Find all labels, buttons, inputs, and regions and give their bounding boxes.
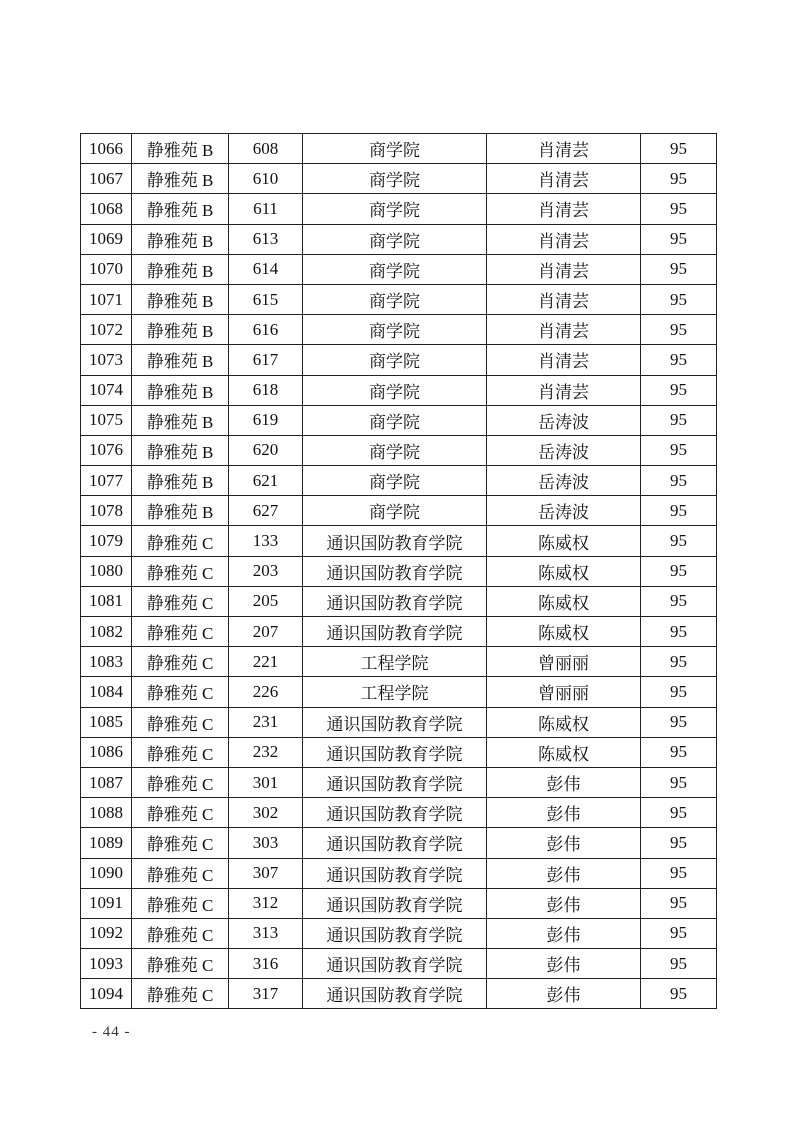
cell-score: 95 (641, 888, 717, 918)
cell-serial-number: 1068 (81, 194, 132, 224)
table-row (81, 134, 717, 164)
cell-score: 95 (641, 858, 717, 888)
cell-room-number: 317 (229, 979, 303, 1009)
cell-score: 95 (641, 798, 717, 828)
table-row (81, 194, 717, 224)
cell-college: 商学院 (303, 315, 487, 345)
cell-room-number: 221 (229, 647, 303, 677)
cell-score: 95 (641, 979, 717, 1009)
cell-counselor: 陈威权 (487, 526, 641, 556)
cell-college: 商学院 (303, 164, 487, 194)
cell-college: 商学院 (303, 345, 487, 375)
cell-serial-number: 1067 (81, 164, 132, 194)
cell-score: 95 (641, 466, 717, 496)
cell-room-number: 621 (229, 466, 303, 496)
cell-score: 95 (641, 556, 717, 586)
cell-serial-number: 1077 (81, 466, 132, 496)
cell-building: 静雅苑 C (132, 556, 229, 586)
cell-serial-number: 1091 (81, 888, 132, 918)
cell-counselor: 陈威权 (487, 556, 641, 586)
cell-building: 静雅苑 C (132, 737, 229, 767)
cell-counselor: 肖清芸 (487, 164, 641, 194)
cell-room-number: 613 (229, 224, 303, 254)
cell-college: 通识国防教育学院 (303, 918, 487, 948)
cell-counselor: 岳涛波 (487, 496, 641, 526)
cell-serial-number: 1076 (81, 435, 132, 465)
cell-score: 95 (641, 828, 717, 858)
cell-serial-number: 1079 (81, 526, 132, 556)
cell-score: 95 (641, 617, 717, 647)
cell-college: 商学院 (303, 466, 487, 496)
cell-college: 工程学院 (303, 677, 487, 707)
table-row (81, 617, 717, 647)
table-row (81, 496, 717, 526)
cell-score: 95 (641, 164, 717, 194)
cell-score: 95 (641, 375, 717, 405)
cell-score: 95 (641, 194, 717, 224)
table-row (81, 858, 717, 888)
cell-building: 静雅苑 B (132, 405, 229, 435)
cell-room-number: 203 (229, 556, 303, 586)
table-row (81, 979, 717, 1009)
cell-building: 静雅苑 B (132, 345, 229, 375)
cell-serial-number: 1086 (81, 737, 132, 767)
cell-counselor: 彭伟 (487, 828, 641, 858)
cell-counselor: 彭伟 (487, 979, 641, 1009)
cell-building: 静雅苑 C (132, 707, 229, 737)
table-row (81, 888, 717, 918)
cell-serial-number: 1073 (81, 345, 132, 375)
cell-building: 静雅苑 C (132, 918, 229, 948)
cell-room-number: 616 (229, 315, 303, 345)
cell-score: 95 (641, 647, 717, 677)
cell-building: 静雅苑 C (132, 979, 229, 1009)
cell-room-number: 620 (229, 435, 303, 465)
cell-college: 商学院 (303, 284, 487, 314)
table-row (81, 435, 717, 465)
cell-serial-number: 1069 (81, 224, 132, 254)
table-row (81, 828, 717, 858)
cell-serial-number: 1083 (81, 647, 132, 677)
cell-score: 95 (641, 496, 717, 526)
cell-building: 静雅苑 C (132, 767, 229, 797)
cell-room-number: 610 (229, 164, 303, 194)
cell-college: 商学院 (303, 496, 487, 526)
cell-college: 通识国防教育学院 (303, 556, 487, 586)
cell-score: 95 (641, 949, 717, 979)
cell-building: 静雅苑 B (132, 375, 229, 405)
cell-serial-number: 1078 (81, 496, 132, 526)
cell-score: 95 (641, 284, 717, 314)
cell-counselor: 彭伟 (487, 888, 641, 918)
cell-score: 95 (641, 737, 717, 767)
table-row (81, 677, 717, 707)
cell-building: 静雅苑 C (132, 798, 229, 828)
cell-counselor: 肖清芸 (487, 224, 641, 254)
cell-college: 通识国防教育学院 (303, 888, 487, 918)
cell-counselor: 彭伟 (487, 949, 641, 979)
table-row (81, 586, 717, 616)
cell-college: 商学院 (303, 254, 487, 284)
table-row (81, 224, 717, 254)
cell-counselor: 陈威权 (487, 707, 641, 737)
cell-serial-number: 1070 (81, 254, 132, 284)
cell-serial-number: 1093 (81, 949, 132, 979)
cell-counselor: 陈威权 (487, 586, 641, 616)
cell-score: 95 (641, 134, 717, 164)
cell-counselor: 曾丽丽 (487, 647, 641, 677)
cell-building: 静雅苑 C (132, 858, 229, 888)
cell-score: 95 (641, 345, 717, 375)
table-row (81, 798, 717, 828)
cell-serial-number: 1074 (81, 375, 132, 405)
cell-serial-number: 1088 (81, 798, 132, 828)
cell-room-number: 619 (229, 405, 303, 435)
table-row (81, 526, 717, 556)
cell-college: 通识国防教育学院 (303, 707, 487, 737)
cell-room-number: 302 (229, 798, 303, 828)
cell-building: 静雅苑 B (132, 254, 229, 284)
cell-counselor: 肖清芸 (487, 194, 641, 224)
cell-building: 静雅苑 C (132, 526, 229, 556)
cell-college: 通识国防教育学院 (303, 949, 487, 979)
cell-college: 通识国防教育学院 (303, 798, 487, 828)
cell-building: 静雅苑 C (132, 677, 229, 707)
cell-serial-number: 1089 (81, 828, 132, 858)
table-row (81, 949, 717, 979)
cell-building: 静雅苑 B (132, 496, 229, 526)
cell-room-number: 207 (229, 617, 303, 647)
cell-score: 95 (641, 435, 717, 465)
table-row (81, 918, 717, 948)
cell-college: 通识国防教育学院 (303, 617, 487, 647)
cell-score: 95 (641, 586, 717, 616)
cell-building: 静雅苑 B (132, 224, 229, 254)
dorm-score-table (80, 133, 717, 1009)
cell-room-number: 617 (229, 345, 303, 375)
cell-room-number: 231 (229, 707, 303, 737)
cell-serial-number: 1084 (81, 677, 132, 707)
cell-room-number: 615 (229, 284, 303, 314)
cell-counselor: 陈威权 (487, 737, 641, 767)
table-row (81, 767, 717, 797)
cell-counselor: 肖清芸 (487, 345, 641, 375)
cell-room-number: 307 (229, 858, 303, 888)
cell-building: 静雅苑 C (132, 888, 229, 918)
cell-serial-number: 1092 (81, 918, 132, 948)
cell-serial-number: 1085 (81, 707, 132, 737)
cell-building: 静雅苑 B (132, 466, 229, 496)
cell-score: 95 (641, 405, 717, 435)
cell-college: 通识国防教育学院 (303, 828, 487, 858)
cell-counselor: 岳涛波 (487, 405, 641, 435)
cell-room-number: 303 (229, 828, 303, 858)
cell-counselor: 肖清芸 (487, 375, 641, 405)
cell-serial-number: 1090 (81, 858, 132, 888)
table-row (81, 284, 717, 314)
cell-college: 通识国防教育学院 (303, 737, 487, 767)
cell-serial-number: 1087 (81, 767, 132, 797)
cell-counselor: 岳涛波 (487, 435, 641, 465)
cell-college: 商学院 (303, 134, 487, 164)
cell-college: 通识国防教育学院 (303, 979, 487, 1009)
cell-score: 95 (641, 315, 717, 345)
cell-building: 静雅苑 B (132, 194, 229, 224)
cell-counselor: 肖清芸 (487, 254, 641, 284)
cell-score: 95 (641, 224, 717, 254)
cell-counselor: 曾丽丽 (487, 677, 641, 707)
cell-college: 通识国防教育学院 (303, 586, 487, 616)
cell-building: 静雅苑 B (132, 134, 229, 164)
cell-score: 95 (641, 918, 717, 948)
cell-building: 静雅苑 C (132, 617, 229, 647)
cell-room-number: 611 (229, 194, 303, 224)
cell-serial-number: 1094 (81, 979, 132, 1009)
cell-college: 通识国防教育学院 (303, 767, 487, 797)
page-number: - 44 - (92, 1024, 131, 1040)
table-row (81, 405, 717, 435)
table-row (81, 556, 717, 586)
cell-serial-number: 1071 (81, 284, 132, 314)
table-row (81, 254, 717, 284)
cell-college: 商学院 (303, 375, 487, 405)
cell-room-number: 301 (229, 767, 303, 797)
cell-room-number: 205 (229, 586, 303, 616)
cell-counselor: 彭伟 (487, 858, 641, 888)
cell-score: 95 (641, 254, 717, 284)
table-row (81, 164, 717, 194)
table-body (81, 134, 717, 1009)
cell-score: 95 (641, 767, 717, 797)
cell-counselor: 肖清芸 (487, 315, 641, 345)
cell-room-number: 226 (229, 677, 303, 707)
cell-counselor: 彭伟 (487, 767, 641, 797)
cell-building: 静雅苑 B (132, 315, 229, 345)
cell-building: 静雅苑 B (132, 284, 229, 314)
table-row (81, 375, 717, 405)
cell-building: 静雅苑 C (132, 828, 229, 858)
cell-room-number: 627 (229, 496, 303, 526)
cell-room-number: 618 (229, 375, 303, 405)
cell-room-number: 608 (229, 134, 303, 164)
cell-college: 商学院 (303, 194, 487, 224)
cell-serial-number: 1072 (81, 315, 132, 345)
cell-room-number: 614 (229, 254, 303, 284)
cell-serial-number: 1080 (81, 556, 132, 586)
cell-building: 静雅苑 C (132, 586, 229, 616)
cell-counselor: 岳涛波 (487, 466, 641, 496)
cell-room-number: 313 (229, 918, 303, 948)
cell-college: 通识国防教育学院 (303, 526, 487, 556)
cell-counselor: 彭伟 (487, 918, 641, 948)
table-row (81, 647, 717, 677)
cell-college: 通识国防教育学院 (303, 858, 487, 888)
cell-building: 静雅苑 C (132, 647, 229, 677)
cell-score: 95 (641, 526, 717, 556)
cell-counselor: 陈威权 (487, 617, 641, 647)
cell-score: 95 (641, 677, 717, 707)
cell-counselor: 肖清芸 (487, 284, 641, 314)
cell-room-number: 232 (229, 737, 303, 767)
cell-counselor: 肖清芸 (487, 134, 641, 164)
cell-room-number: 316 (229, 949, 303, 979)
table-row (81, 707, 717, 737)
cell-building: 静雅苑 B (132, 435, 229, 465)
cell-score: 95 (641, 707, 717, 737)
cell-college: 商学院 (303, 405, 487, 435)
table-row (81, 737, 717, 767)
cell-serial-number: 1082 (81, 617, 132, 647)
cell-room-number: 133 (229, 526, 303, 556)
table-row (81, 466, 717, 496)
cell-counselor: 彭伟 (487, 798, 641, 828)
cell-serial-number: 1081 (81, 586, 132, 616)
cell-college: 工程学院 (303, 647, 487, 677)
table-row (81, 315, 717, 345)
table-row (81, 345, 717, 375)
cell-college: 商学院 (303, 224, 487, 254)
cell-college: 商学院 (303, 435, 487, 465)
cell-serial-number: 1075 (81, 405, 132, 435)
cell-building: 静雅苑 B (132, 164, 229, 194)
cell-serial-number: 1066 (81, 134, 132, 164)
cell-room-number: 312 (229, 888, 303, 918)
cell-building: 静雅苑 C (132, 949, 229, 979)
